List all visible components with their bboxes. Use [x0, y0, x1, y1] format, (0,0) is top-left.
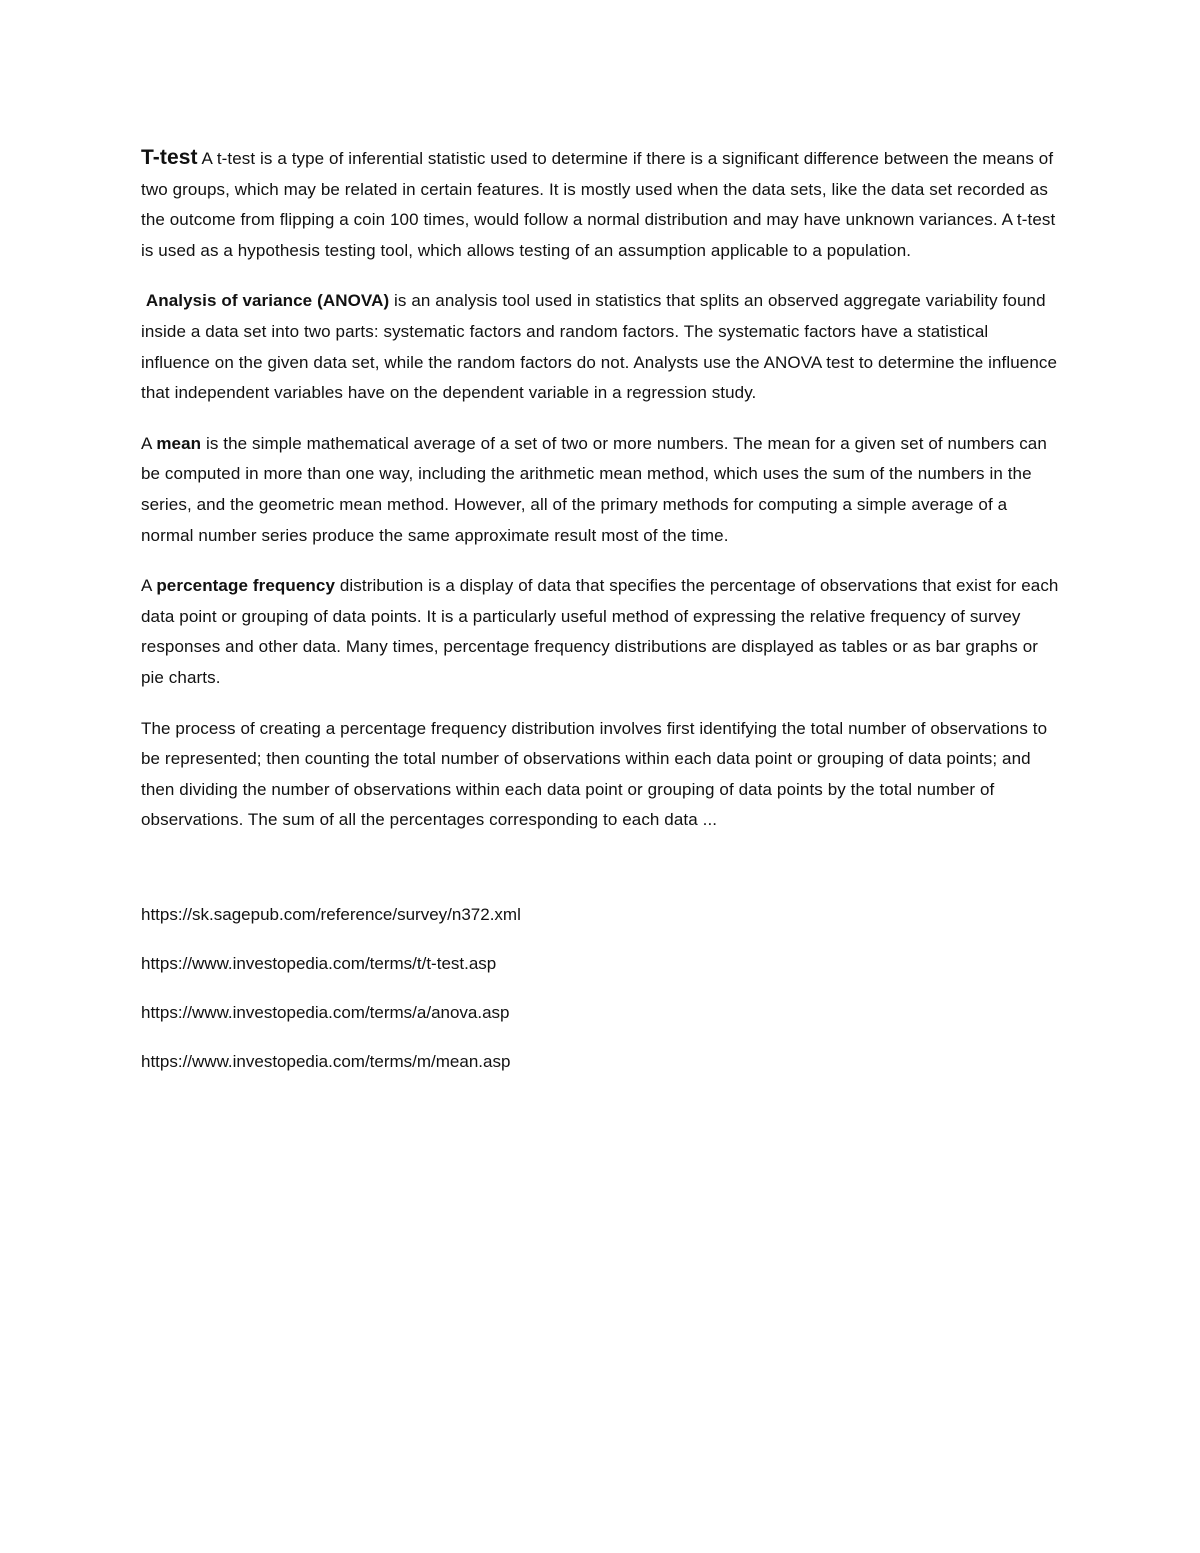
term-ttest: T-test [141, 146, 198, 169]
paragraph-mean [141, 429, 1059, 551]
term-percentage-frequency: percentage frequency [156, 576, 336, 596]
reference-link[interactable]: https://sk.sagepub.com/reference/survey/n372.xml [141, 904, 521, 924]
reference-link[interactable]: https://www.investopedia.com/terms/m/mean.asp [141, 1052, 511, 1072]
paragraph-anova-text: is an analysis tool used in statistics that splits an observed aggregate variability found inside a data set into two parts: systematic factors and random factors. The systematic factors have a statistical influence on the given data set, while the random factors do not. Analysts use the ANOVA test to determine the influence that independent variables have on the dependent variable in a regression study. [141, 291, 1058, 403]
paragraph-percentage-frequency [141, 571, 1059, 693]
paragraph-mean-text: is the simple mathematical average of a set of two or more numbers. The mean for a given set of numbers can be computed in more than one way, including the arithmetic mean method, which uses the sum of the numbers in the series, and the geometric mean method. However, all of the primary methods for computing a simple average of a normal number series produce the same approximate result most of the time. [141, 433, 1047, 545]
paragraph-process-text: The process of creating a percentage frequency distribution involves first identifying the total number of observations to be represented; then counting the total number of observations within each data point or grouping of data points; and then dividing the number of observations within each data point or grouping of data points by the total number of observations. The sum of all the percentages corresponding to each data ... [141, 718, 1048, 830]
term-mean: mean [156, 433, 202, 453]
paragraph-ttest-text: A t-test is a type of inferential statistic used to determine if there is a significant difference between the means of two groups, which may be related in certain features. It is mostly used when the data sets, like the data set recorded as the outcome from flipping a coin 100 times, would follow a normal distribution and may have unknown variances. A t-test is used as a hypothesis testing tool, which allows testing of an assumption applicable to a population. [141, 149, 1056, 260]
term-anova: Analysis of variance (ANOVA) [145, 291, 390, 311]
reference-link[interactable]: https://www.investopedia.com/terms/t/t-test.asp [141, 953, 497, 973]
paragraph-anova [141, 286, 1059, 408]
paragraph-percentage-text: distribution is a display of data that specifies the percentage of observations that exist for each data point or grouping of data points. It is a particularly useful method of expressing the relative frequency of survey responses and other data. Many times, percentage frequency distributions are displayed as tables or as bar graphs or pie charts. [141, 576, 1059, 687]
document-body [141, 143, 1059, 1096]
paragraph-mean-prefix: A [141, 433, 157, 453]
paragraph-ttest [141, 143, 1059, 266]
reference-link[interactable]: https://www.investopedia.com/terms/a/anova.asp [141, 1003, 510, 1023]
references-list [141, 900, 1059, 1078]
paragraph-process [141, 714, 1059, 836]
paragraph-percentage-prefix: A [141, 576, 157, 596]
